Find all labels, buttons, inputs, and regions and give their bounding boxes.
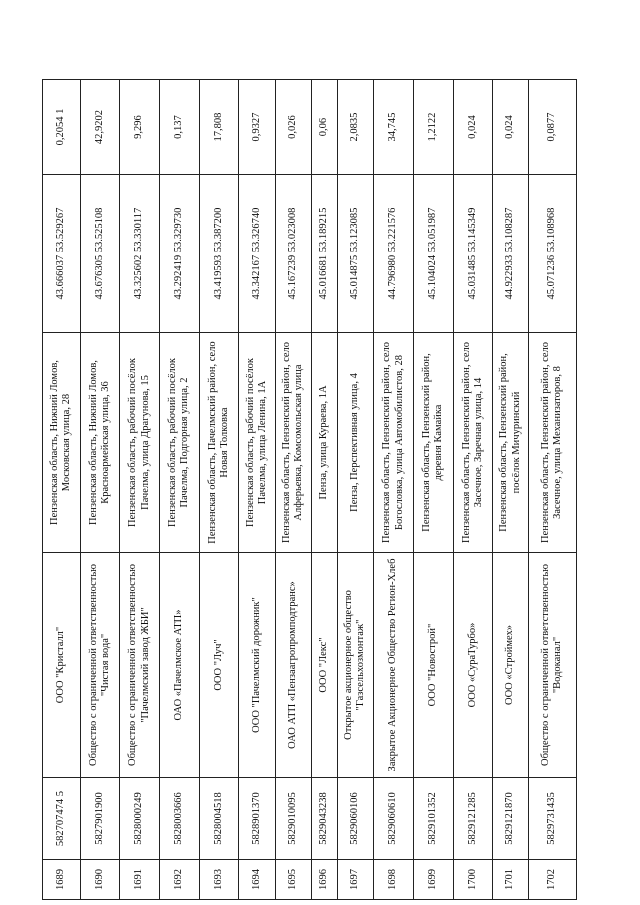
row-number-cell: 1694	[239, 860, 276, 900]
area-value-cell: 42,9202	[80, 80, 120, 175]
coordinates-cell: 43.419593 53.387200	[199, 175, 239, 333]
coordinates-cell: 45.167239 53.023008	[275, 175, 311, 333]
area-value-cell: 34,745	[374, 80, 414, 175]
inn-code-cell: 582707474 5	[43, 778, 81, 860]
inn-code-cell: 5829060106	[337, 778, 374, 860]
coordinates-cell: 45.014875 53.123085	[337, 175, 374, 333]
area-value-cell: 17,808	[199, 80, 239, 175]
coordinates-cell: 43.342167 53.326740	[239, 175, 276, 333]
table-row	[337, 80, 374, 900]
organization-name-cell: Закрытое Акционерное Общество Регион-Хлеб	[374, 553, 414, 778]
rotated-table-wrapper	[42, 80, 577, 900]
organization-name-cell: ООО "Новострой"	[413, 553, 453, 778]
organization-name-cell: Общество с ограниченной ответственностью "Пачелмский завод ЖБИ"	[120, 553, 160, 778]
organization-name-cell: Общество с ограниченной ответственностью "Чистая вода"	[80, 553, 120, 778]
table-row	[199, 80, 239, 900]
address-cell: Пензенская область, Пензенский район, село Засечное, Заречная улица, 14	[453, 333, 493, 553]
row-number-cell: 1691	[120, 860, 160, 900]
area-value-cell: 0,026	[275, 80, 311, 175]
table-row	[493, 80, 529, 900]
row-number-cell: 1697	[337, 860, 374, 900]
row-number-cell: 1696	[311, 860, 337, 900]
registry-table-body	[43, 80, 577, 900]
area-value-cell: 0,06	[311, 80, 337, 175]
inn-code-cell: 5829010095	[275, 778, 311, 860]
registry-table	[42, 79, 577, 900]
organization-name-cell: ООО "Лекс"	[311, 553, 337, 778]
organization-name-cell: ООО "Кристалл"	[43, 553, 81, 778]
table-row	[80, 80, 120, 900]
coordinates-cell: 45.031485 53.145349	[453, 175, 493, 333]
row-number-cell: 1700	[453, 860, 493, 900]
table-row	[43, 80, 81, 900]
address-cell: Пензенская область, Пачелмский район, село Новая Толковка	[199, 333, 239, 553]
coordinates-cell: 43.292419 53.329730	[160, 175, 200, 333]
area-value-cell: 0,137	[160, 80, 200, 175]
inn-code-cell: 5829101352	[413, 778, 453, 860]
coordinates-cell: 43.676305 53.525108	[80, 175, 120, 333]
row-number-cell: 1702	[528, 860, 576, 900]
organization-name-cell: ООО "Луч"	[199, 553, 239, 778]
organization-name-cell: ОАО АТП «Пензаагропромподтранс»	[275, 553, 311, 778]
table-row	[453, 80, 493, 900]
row-number-cell: 1699	[413, 860, 453, 900]
address-cell: Пенза, Перспективная улица, 4	[337, 333, 374, 553]
inn-code-cell: 5828004518	[199, 778, 239, 860]
inn-code-cell: 5828000249	[120, 778, 160, 860]
table-row	[239, 80, 276, 900]
organization-name-cell: Открытое акционерное общество "Газсельхозмонтаж"	[337, 553, 374, 778]
address-cell: Пензенская область, Пензенский район, деревня Камайка	[413, 333, 453, 553]
coordinates-cell: 43.325602 53.330117	[120, 175, 160, 333]
address-cell: Пензенская область, рабочий посёлок Пачелма, улица Ленина, 1А	[239, 333, 276, 553]
inn-code-cell: 5829060610	[374, 778, 414, 860]
inn-code-cell: 5827901900	[80, 778, 120, 860]
row-number-cell: 1695	[275, 860, 311, 900]
address-cell: Пензенская область, Пензенский район, село Богословка, улица Автомобилистов, 28	[374, 333, 414, 553]
table-row	[275, 80, 311, 900]
inn-code-cell: 5829121870	[493, 778, 529, 860]
coordinates-cell: 44.796980 53.221576	[374, 175, 414, 333]
address-cell: Пензенская область, рабочий посёлок Пачелма, улица Драгунова, 15	[120, 333, 160, 553]
organization-name-cell: ООО "Пачелмский дорожник"	[239, 553, 276, 778]
inn-code-cell: 5829121285	[453, 778, 493, 860]
address-cell: Пензенская область, Пензенский район, село Алферьевка, Комсомольская улица	[275, 333, 311, 553]
row-number-cell: 1693	[199, 860, 239, 900]
inn-code-cell: 5828003666	[160, 778, 200, 860]
area-value-cell: 0,024	[493, 80, 529, 175]
table-row	[528, 80, 576, 900]
table-row	[374, 80, 414, 900]
organization-name-cell: Общество с ограниченной ответственностью "Водоканал"	[528, 553, 576, 778]
table-row	[160, 80, 200, 900]
inn-code-cell: 5828901370	[239, 778, 276, 860]
area-value-cell: 1,2122	[413, 80, 453, 175]
area-value-cell: 9,296	[120, 80, 160, 175]
coordinates-cell: 44.922933 53.108287	[493, 175, 529, 333]
address-cell: Пенза, улица Кураева, 1А	[311, 333, 337, 553]
coordinates-cell: 45.016681 53.189215	[311, 175, 337, 333]
organization-name-cell: ОАО «Пачелмское АТП»	[160, 553, 200, 778]
address-cell: Пензенская область, Нижний Ломов, Красноармейская улица, 36	[80, 333, 120, 553]
area-value-cell: 0,0877	[528, 80, 576, 175]
inn-code-cell: 5829731435	[528, 778, 576, 860]
row-number-cell: 1690	[80, 860, 120, 900]
address-cell: Пензенская область, Нижний Ломов, Московская улица, 28	[43, 333, 81, 553]
row-number-cell: 1692	[160, 860, 200, 900]
address-cell: Пензенская область, рабочий посёлок Пачелма, Подгорная улица, 2	[160, 333, 200, 553]
area-value-cell: 0,9327	[239, 80, 276, 175]
coordinates-cell: 43.666037 53.529267	[43, 175, 81, 333]
area-value-cell: 0,024	[453, 80, 493, 175]
organization-name-cell: ООО «СураТурбо»	[453, 553, 493, 778]
table-row	[120, 80, 160, 900]
coordinates-cell: 45.071236 53.108968	[528, 175, 576, 333]
address-cell: Пензенская область, Пензенский район, посёлок Мичуринский	[493, 333, 529, 553]
area-value-cell: 2,0835	[337, 80, 374, 175]
row-number-cell: 1698	[374, 860, 414, 900]
inn-code-cell: 5829043238	[311, 778, 337, 860]
row-number-cell: 1689	[43, 860, 81, 900]
organization-name-cell: ООО «Строймех»	[493, 553, 529, 778]
coordinates-cell: 45.104024 53.051987	[413, 175, 453, 333]
table-row	[413, 80, 453, 900]
address-cell: Пензенская область, Пензенский район, село Засечное, улица Механизаторов, 8	[528, 333, 576, 553]
area-value-cell: 0,2054 1	[43, 80, 81, 175]
row-number-cell: 1701	[493, 860, 529, 900]
table-row	[311, 80, 337, 900]
